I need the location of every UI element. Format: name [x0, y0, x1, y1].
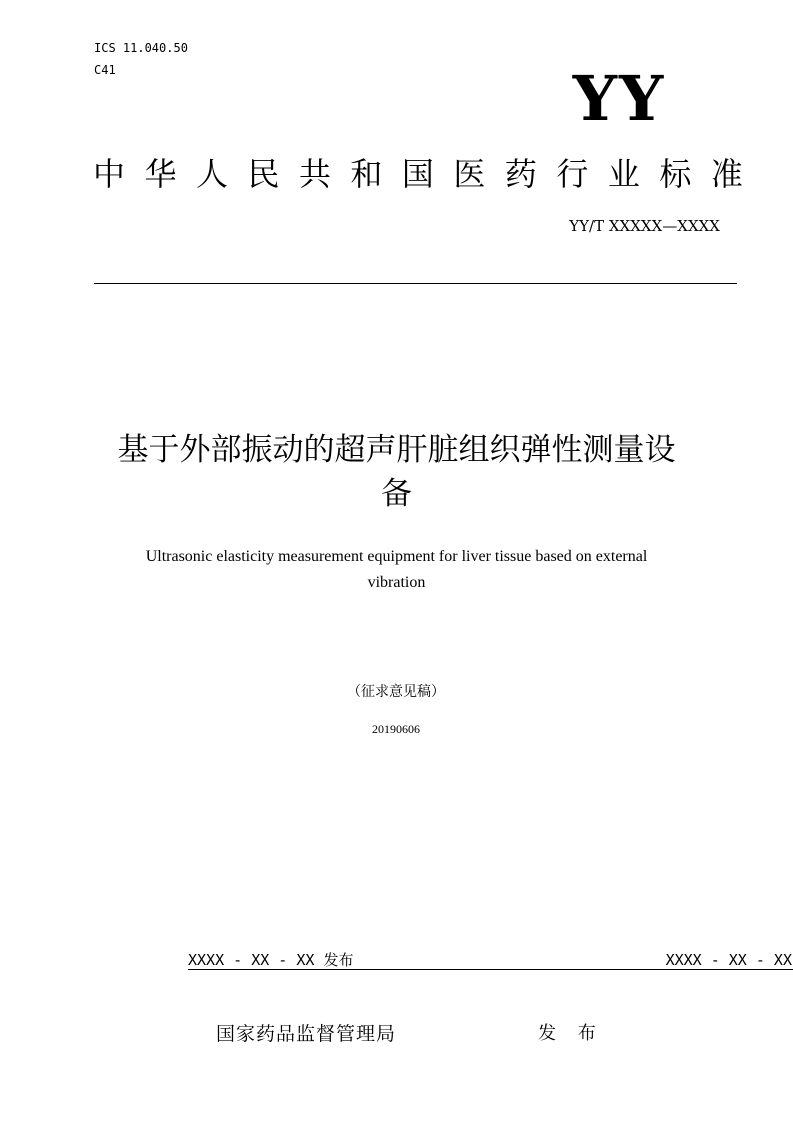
publisher-name: 国家药品监督管理局 [216, 1023, 397, 1045]
org-char: 药 [504, 155, 537, 193]
publish-label: 发 布 [538, 1023, 604, 1044]
org-char: 人 [195, 155, 228, 193]
issue-date: XXXX - XX - XX 发布 [188, 951, 354, 969]
english-title [90, 544, 703, 596]
industry-standard-title [93, 152, 743, 196]
org-char: 国 [401, 155, 434, 193]
english-title-line-1: Ultrasonic elasticity measurement equipment for liver tissue based on external [145, 548, 648, 565]
ics-code: ICS 11.040.50 [94, 41, 188, 55]
yy-logo: YY [572, 62, 666, 135]
org-char: 行 [556, 155, 589, 193]
footer-divider [188, 969, 793, 970]
org-char: 业 [607, 155, 640, 193]
org-char: 华 [144, 155, 177, 193]
draft-date: 20190606 [372, 722, 420, 736]
org-char: 共 [298, 155, 331, 193]
org-char: 标 [659, 155, 692, 193]
chinese-title [60, 428, 733, 516]
chinese-title-line-2: 备 [381, 476, 412, 512]
org-char: 民 [247, 155, 280, 193]
chinese-title-line-1: 基于外部振动的超声肝脏组织弹性测量设 [117, 432, 676, 468]
header-divider [94, 283, 737, 284]
standard-number: YY/T XXXXX—XXXX [569, 217, 720, 235]
implementation-date: XXXX - XX - XX [665, 951, 792, 969]
org-char: 医 [453, 155, 486, 193]
org-char: 准 [710, 155, 743, 193]
draft-status: （征求意见稿） [347, 684, 445, 700]
ccs-code: C41 [94, 63, 116, 77]
org-char: 和 [350, 155, 383, 193]
org-char: 中 [93, 155, 126, 193]
english-title-line-2: vibration [367, 574, 426, 591]
